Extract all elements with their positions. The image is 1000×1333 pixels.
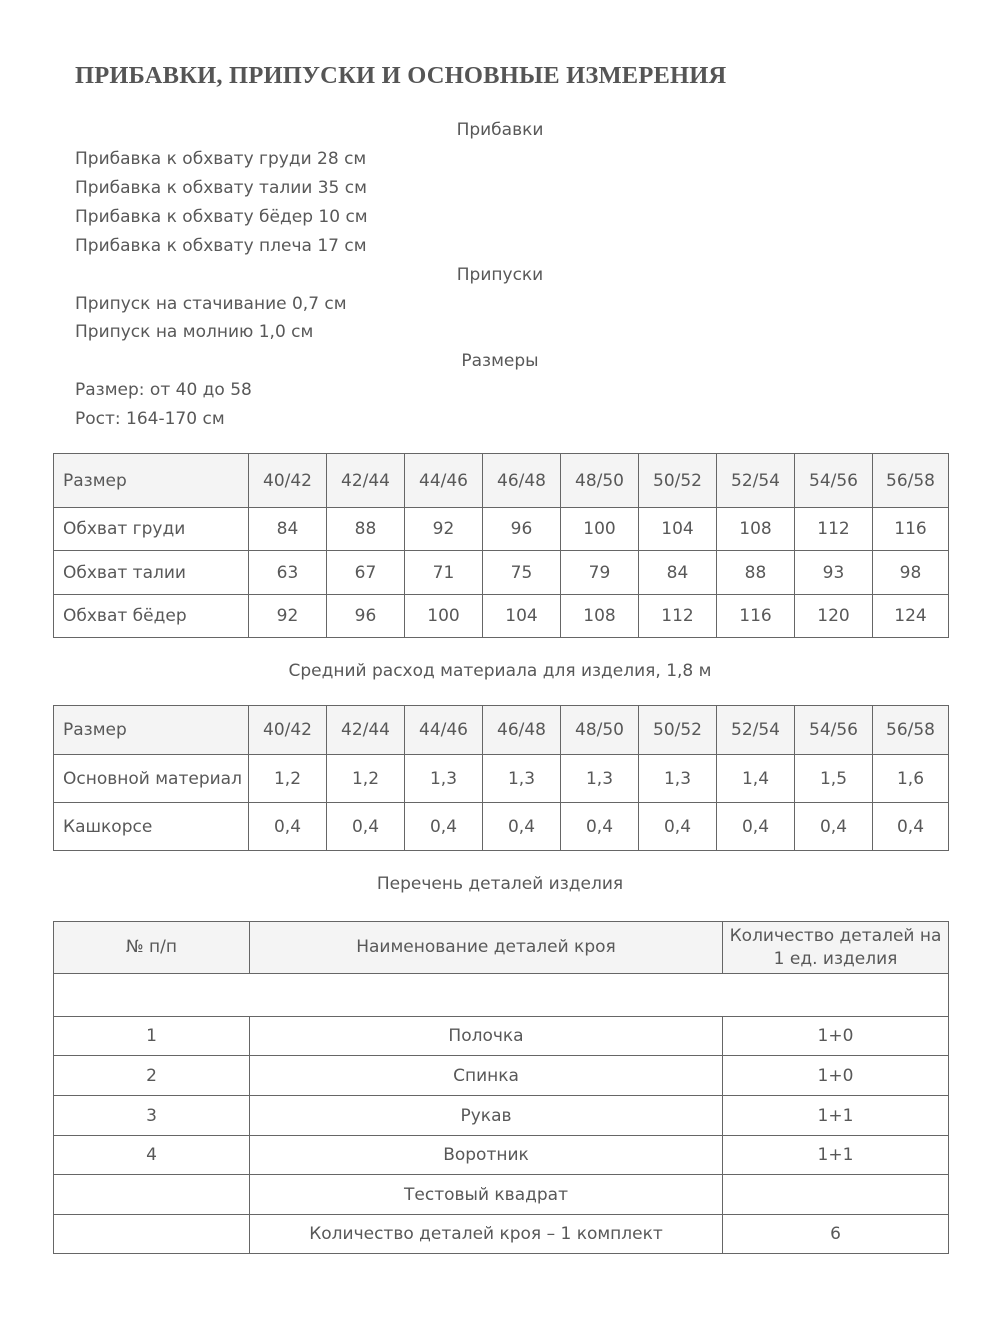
table-row [54,755,949,803]
header-cell: 40/42 [249,454,327,508]
table-cell: 108 [717,508,795,551]
table-cell: 1,5 [795,755,873,803]
table-cell: 124 [873,595,949,638]
table-row-empty [54,974,949,1017]
size-range: Размер: от 40 до 58 [75,380,252,400]
table-cell: 1+1 [723,1096,949,1136]
details-table [53,921,949,1254]
table-cell: 112 [795,508,873,551]
table-cell: 4 [54,1136,250,1175]
table-cell: 1,3 [639,755,717,803]
header-cell: 54/56 [795,706,873,755]
page-title: ПРИБАВКИ, ПРИПУСКИ И ОСНОВНЫЕ ИЗМЕРЕНИЯ [75,62,727,89]
header-cell: Размер [54,454,249,508]
header-cell: 50/52 [639,706,717,755]
header-cell: 44/46 [405,454,483,508]
row-label: Обхват груди [54,508,249,551]
header-cell: 52/54 [717,706,795,755]
table-cell: 104 [483,595,561,638]
table-row [54,1136,949,1175]
header-cell: 56/58 [873,454,949,508]
table-cell: 93 [795,551,873,595]
allowance-item: Прибавка к обхвату плеча 17 см [75,236,367,256]
height-range: Рост: 164-170 см [75,409,225,429]
header-cell: 48/50 [561,454,639,508]
table-cell [54,1175,250,1215]
table-cell: Рукав [250,1096,723,1136]
table-cell: 0,4 [795,803,873,851]
table-cell: 2 [54,1056,250,1096]
header-cell: Наименование деталей кроя [250,922,723,974]
table-cell: 0,4 [717,803,795,851]
table-cell: 63 [249,551,327,595]
table-cell: 75 [483,551,561,595]
table-cell: 1+0 [723,1056,949,1096]
table-row [54,1056,949,1096]
table-cell: 1,3 [561,755,639,803]
measurements-table [53,453,949,638]
table-cell: 104 [639,508,717,551]
header-cell: 56/58 [873,706,949,755]
table-cell: 0,4 [405,803,483,851]
table-row [54,1017,949,1056]
table-cell: 120 [795,595,873,638]
table-cell: Тестовый квадрат [250,1175,723,1215]
sizes-heading: Размеры [461,351,539,371]
table-cell: 88 [327,508,405,551]
row-label: Основной материал [54,755,249,803]
table-cell: 3 [54,1096,250,1136]
table-cell: 108 [561,595,639,638]
table-cell: 112 [639,595,717,638]
table-cell: 1,3 [483,755,561,803]
table-cell: 1,2 [327,755,405,803]
table-cell: 84 [249,508,327,551]
table-cell: Спинка [250,1056,723,1096]
table-cell: 0,4 [249,803,327,851]
header-cell: 46/48 [483,706,561,755]
table-header-row [54,706,949,755]
consumption-table [53,705,949,851]
table-cell: 0,4 [561,803,639,851]
table-row [54,1096,949,1136]
seam-allowances-heading: Припуски [456,265,544,285]
header-cell: 50/52 [639,454,717,508]
seam-allowance-item: Припуск на молнию 1,0 см [75,322,314,342]
table-cell: 1 [54,1017,250,1056]
table-cell: 116 [717,595,795,638]
allowance-item: Прибавка к обхвату груди 28 см [75,149,367,169]
table-cell: 0,4 [639,803,717,851]
table-header-row [54,922,949,974]
empty-cell [54,974,949,1017]
table-cell [723,1175,949,1215]
table-cell: 84 [639,551,717,595]
row-label: Обхват талии [54,551,249,595]
table-cell [54,1215,250,1254]
table-cell: 1,6 [873,755,949,803]
table-cell: 88 [717,551,795,595]
header-cell: 42/44 [327,454,405,508]
table-cell: 96 [327,595,405,638]
row-label: Кашкорсе [54,803,249,851]
header-cell: 48/50 [561,706,639,755]
allowance-item: Прибавка к обхвату талии 35 см [75,178,367,198]
header-cell: 52/54 [717,454,795,508]
consumption-heading: Средний расход материала для изделия, 1,8 м [288,661,712,681]
header-cell: 54/56 [795,454,873,508]
table-row [54,595,949,638]
table-row [54,551,949,595]
table-header-row [54,454,949,508]
table-cell: 79 [561,551,639,595]
table-cell: Полочка [250,1017,723,1056]
header-cell: Размер [54,706,249,755]
allowance-item: Прибавка к обхвату бёдер 10 см [75,207,368,227]
details-heading: Перечень деталей изделия [376,874,624,894]
table-cell: 71 [405,551,483,595]
table-cell: Количество деталей кроя – 1 комплект [250,1215,723,1254]
table-cell: 1,2 [249,755,327,803]
header-cell: 40/42 [249,706,327,755]
table-cell: 1,4 [717,755,795,803]
header-cell: 42/44 [327,706,405,755]
table-cell: 0,4 [327,803,405,851]
table-cell: 100 [405,595,483,638]
table-cell: 6 [723,1215,949,1254]
table-cell: 92 [405,508,483,551]
seam-allowance-item: Припуск на стачивание 0,7 см [75,294,347,314]
table-cell: 116 [873,508,949,551]
table-cell: 1+0 [723,1017,949,1056]
table-cell: 96 [483,508,561,551]
table-cell: 98 [873,551,949,595]
table-row [54,1175,949,1215]
table-cell: 100 [561,508,639,551]
header-cell: 44/46 [405,706,483,755]
table-cell: 67 [327,551,405,595]
table-cell: 92 [249,595,327,638]
table-cell: 1+1 [723,1136,949,1175]
table-cell: 0,4 [873,803,949,851]
table-cell: 1,3 [405,755,483,803]
row-label: Обхват бёдер [54,595,249,638]
allowances-heading: Прибавки [456,120,544,140]
table-cell: 0,4 [483,803,561,851]
header-cell: Количество деталей на 1 ед. изделия [723,922,949,974]
header-cell: № п/п [54,922,250,974]
table-row [54,508,949,551]
table-cell: Воротник [250,1136,723,1175]
header-cell: 46/48 [483,454,561,508]
table-row [54,803,949,851]
table-row-total [54,1215,949,1254]
